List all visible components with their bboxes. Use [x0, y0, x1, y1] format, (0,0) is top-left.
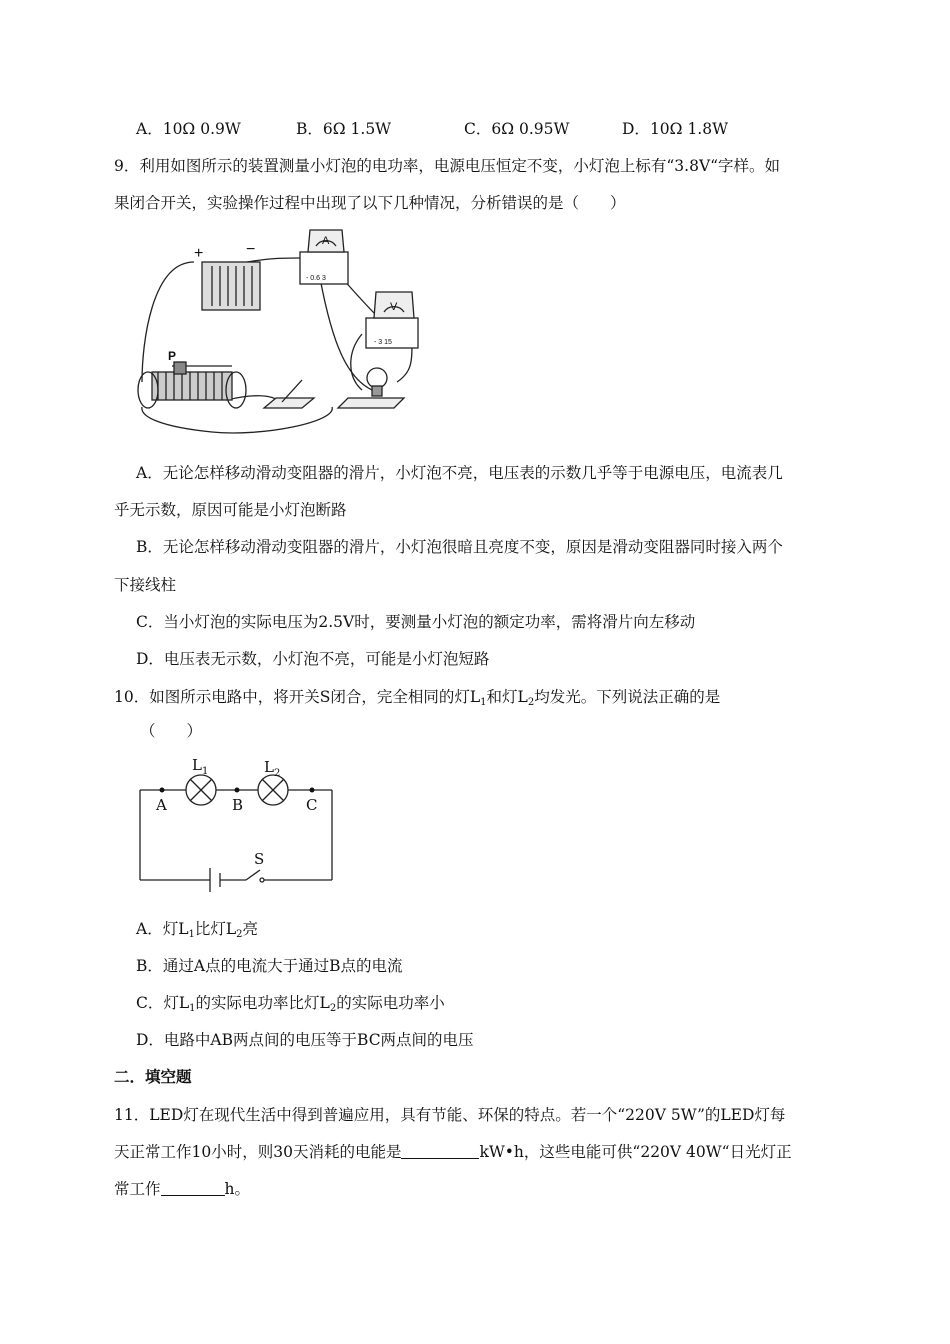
- q9-circuit-figure: [132, 222, 432, 447]
- battery-plus-label: +: [194, 245, 204, 262]
- ammeter-label: A: [322, 235, 330, 247]
- point-a-label: A: [156, 796, 167, 814]
- point-b-label: B: [232, 796, 244, 814]
- lamp-l1-label: $L_1$: [192, 756, 209, 777]
- q10-circuit-figure: [128, 752, 340, 892]
- switch-s-label: S: [254, 850, 265, 868]
- answer-blank-2[interactable]: [161, 1181, 225, 1196]
- q9-option-b-line2: 下接线柱: [114, 576, 177, 594]
- q10-option-d: D．电路中AB两点间的电压等于BC两点间的电压: [136, 1031, 474, 1049]
- ammeter-terminals-label: - 0.6 3: [306, 275, 326, 282]
- q8-option-a: A．10Ω 0.9W: [136, 120, 241, 138]
- q8-option-b: B．6Ω 1.5W: [296, 120, 392, 138]
- q10-option-a: A．灯$L_1$比灯$L_2$亮: [136, 920, 259, 940]
- q8-option-c: C．6Ω 0.95W: [464, 120, 570, 138]
- q9-stem-line1: 9．利用如图所示的装置测量小灯泡的电功率，电源电压恒定不变，小灯泡上标有“3.8V“字样。如: [114, 157, 781, 175]
- section-fill-in-heading: 二．填空题: [114, 1067, 192, 1086]
- voltmeter-terminals-label: - 3 15: [374, 339, 392, 346]
- q11-line2: 天正常工作10小时，则30天消耗的电能是 kW•h，这些电能可供“220V 40W“日光灯正: [114, 1143, 792, 1161]
- q11-line3: 常工作 h。: [114, 1180, 250, 1198]
- q8-option-d: D．10Ω 1.8W: [622, 120, 729, 138]
- battery-minus-label: −: [246, 241, 256, 258]
- q9-option-a-line1: A．无论怎样移动滑动变阻器的滑片，小灯泡不亮，电压表的示数几乎等于电源电压，电流表几: [136, 464, 783, 482]
- q9-stem-line2: 果闭合开关，实验操作过程中出现了以下几种情况，分析错误的是（ ）: [114, 194, 626, 212]
- answer-blank-1[interactable]: [401, 1144, 479, 1159]
- lamp-l2-label: $L_2$: [264, 758, 281, 779]
- q9-option-d: D．电压表无示数，小灯泡不亮，可能是小灯泡短路: [136, 650, 490, 668]
- q10-stem-line1: 10．如图所示电路中，将开关S闭合，完全相同的灯$L_1$和灯$L_2$均发光。下列说法正确的是: [114, 688, 721, 708]
- voltmeter-label: V: [390, 301, 398, 313]
- q10-stem-line2: （ ）: [140, 722, 203, 740]
- q9-option-c: C．当小灯泡的实际电压为2.5V时，要测量小灯泡的额定功率，需将滑片向左移动: [136, 613, 696, 631]
- q9-option-b-line1: B．无论怎样移动滑动变阻器的滑片，小灯泡很暗且亮度不变，原因是滑动变阻器同时接入两个: [136, 538, 783, 556]
- q9-option-a-line2: 乎无示数，原因可能是小灯泡断路: [114, 501, 347, 519]
- q11-line1: 11．LED灯在现代生活中得到普遍应用，具有节能、环保的特点。若一个“220V 5W”的LED灯每: [114, 1106, 786, 1124]
- slider-p-label: P: [168, 349, 177, 363]
- q10-option-b: B．通过A点的电流大于通过B点的电流: [136, 957, 403, 975]
- point-c-label: C: [306, 796, 318, 814]
- q10-option-c: C．灯$L_1$的实际电功率比灯$L_2$的实际电功率小: [136, 994, 445, 1014]
- q8-options: [136, 118, 728, 140]
